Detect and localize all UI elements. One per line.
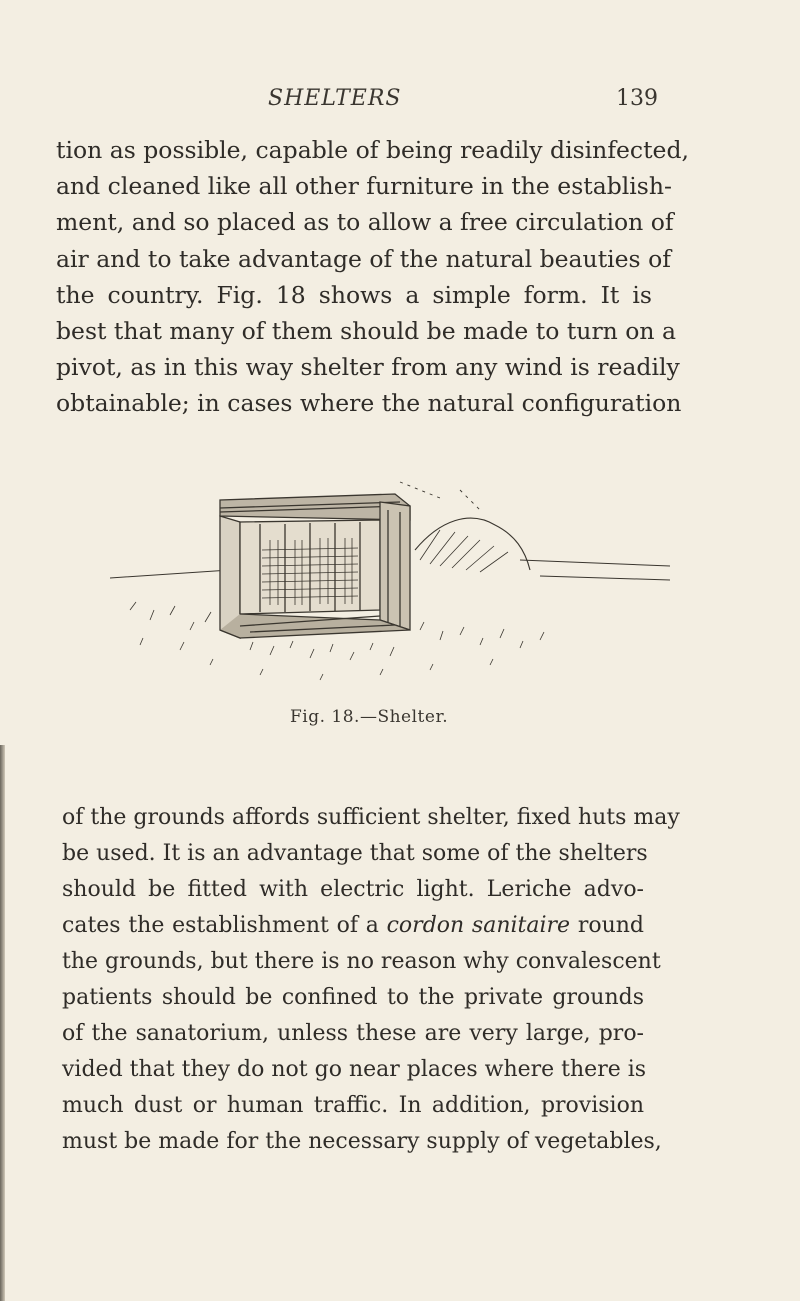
paragraph-bottom <box>62 800 680 1160</box>
text-line: of the sanatorium, unless these are very large, pro- <box>62 1021 644 1046</box>
paragraph-top <box>56 132 689 422</box>
text-line: should be fitted with electric light. Leriche advo- <box>62 877 644 902</box>
text-line: vided that they do not go near places where there is <box>62 1057 647 1082</box>
text-line: tion as possible, capable of being readily disinfected, <box>56 136 689 164</box>
page-number: 139 <box>616 86 658 111</box>
text-line: of the grounds affords sufficient shelter, fixed huts may <box>62 805 680 830</box>
text-line: the grounds, but there is no reason why convalescent <box>62 949 661 974</box>
text-line: be used. It is an advantage that some of the shelters <box>62 841 648 866</box>
text-line: best that many of them should be made to turn on a <box>56 317 677 346</box>
figure-caption: Fig. 18.—Shelter. <box>290 707 449 727</box>
shelter-drawing <box>110 480 670 720</box>
shelter-illustration <box>110 480 670 720</box>
text-line: obtainable; in cases where the natural configuration <box>56 389 682 418</box>
page-edge-shadow <box>0 745 5 1301</box>
text-segment: cates the establishment of a <box>62 913 387 938</box>
text-line: patients should be confined to the private grounds <box>62 985 644 1010</box>
text-line <box>62 908 644 944</box>
text-line: pivot, as in this way shelter from any wind is readily <box>56 353 680 382</box>
page-header <box>0 86 800 116</box>
text-line: must be made for the necessary supply of vegetables, <box>62 1129 662 1154</box>
text-line: the country. Fig. 18 shows a simple form. It is <box>56 280 652 309</box>
italic-term: cordon sanitaire <box>386 913 571 938</box>
text-line: much dust or human traffic. In addition, provision <box>62 1093 644 1118</box>
text-segment: round <box>570 913 645 938</box>
running-title: SHELTERS <box>268 86 402 111</box>
text-line: air and to take advantage of the natural beauties of <box>56 244 671 273</box>
text-line: ment, and so placed as to allow a free circulation of <box>56 208 674 237</box>
text-line: and cleaned like all other furniture in the establish- <box>56 172 672 201</box>
